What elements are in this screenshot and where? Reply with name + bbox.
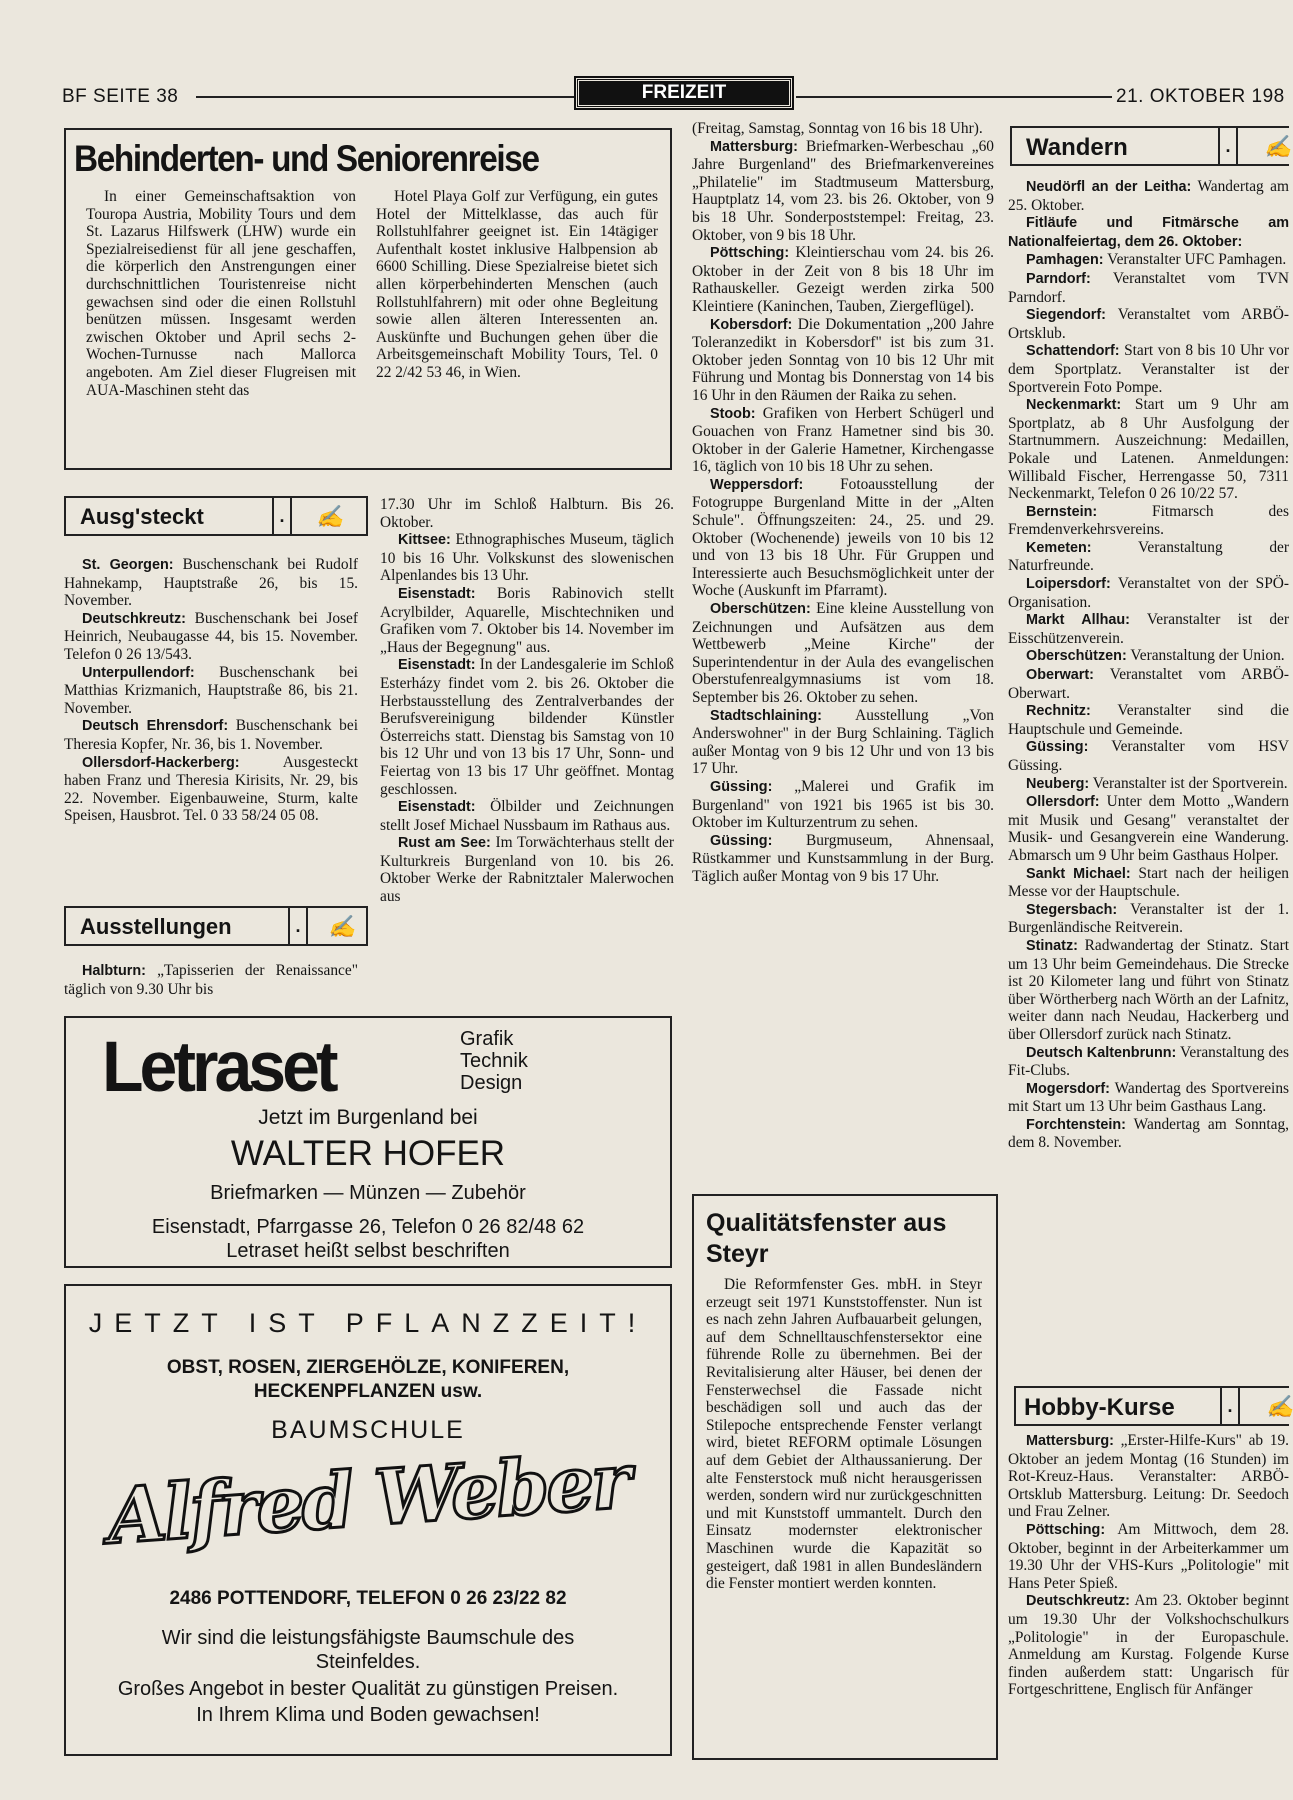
entry-place: Sankt Michael: xyxy=(1026,865,1131,882)
ausstellungen-entry xyxy=(692,778,994,832)
entry-text: Start nach der heiligen Messe vor der Hauptschule. xyxy=(1008,864,1289,901)
ausstellungen-entry xyxy=(380,531,674,585)
baumschule-ad xyxy=(64,1284,672,1756)
entry-place: Deutsch Ehrensdorf: xyxy=(82,718,229,735)
wandern-title: Wandern xyxy=(1026,134,1128,161)
ausstellungen-col1 xyxy=(64,962,358,998)
header-rule-right xyxy=(796,96,1112,98)
ausgsteckt-list xyxy=(64,556,358,825)
entry-place: Fitläufe und Fitmärsche am Nationalfeiertag, dem 26. Oktober: xyxy=(1008,215,1289,250)
ausstellungen-header xyxy=(64,906,368,946)
dot-icon: . xyxy=(288,908,308,944)
entry-text: Veranstaltung der Union. xyxy=(1130,647,1285,665)
entry-place: Ollersdorf-Hackerberg: xyxy=(82,754,240,771)
wandern-entry xyxy=(1008,647,1289,666)
entry-text: Veranstaltet vom TVN Parndorf. xyxy=(1008,269,1289,306)
ausstellungen-col2 xyxy=(380,496,674,906)
entry-text: Wandertag des Sportvereins mit Start um 13 Uhr beim Gasthaus Lang. xyxy=(1008,1079,1289,1116)
tag-design: Design xyxy=(460,1072,523,1094)
steyr-body: Die Reformfenster Ges. mbH. in Steyr erzeugt seit 1971 Kunststoffenster. Nun ist es nach zehn Jahren Aufbauarbeit gelungen, auf dem Schnelltauschfenstersektor eine führende Rolle zu übernehmen. Bei der Revitalisierung alter Häuser, bei denen der Fensterwechsel die Fassade nicht beschädigen soll und auch das der Stilepoche entsprechende Fenster verlangt wird, bietet REFORM optimale Lösungen auf dem Gebiet der Althaussanierung. Der alte Fensterstock muß nicht herausgerissen werden, sondern wird nur zurückgeschnitten und mit Kunststoff ummantelt. Durch den Einsatz modernster elektronischer Maschinen wurde die Kapazität so gesteigert, daß 1981 in allen Bundesländern die Fenster montiert werden konnten. xyxy=(706,1276,982,1593)
entry-place: Deutsch Kaltenbrunn: xyxy=(1026,1044,1177,1061)
page-number: BF SEITE 38 xyxy=(62,86,179,107)
entry-place: Güssing: xyxy=(710,832,773,849)
baumschule-logo: Alfred Weber xyxy=(104,1435,632,1562)
entry-place: Mattersburg: xyxy=(1026,1433,1114,1449)
issue-date: 21. OKTOBER 198 xyxy=(1116,86,1285,107)
ausstellungen-entry xyxy=(692,600,994,707)
entry-place: Pöttsching: xyxy=(1026,1521,1106,1538)
ausgsteckt-entry xyxy=(64,754,358,825)
entry-place: Parndorf: xyxy=(1026,270,1091,287)
baumschule-products: OBST, ROSEN, ZIERGEHÖLZE, KONIFEREN, HECKENPFLANZEN usw. xyxy=(166,1357,570,1402)
entry-text: Am Mittwoch, dem 28. Oktober, beginnt in der Arbeiterkammer um 19.30 Uhr der VHS-Kurs „Politologie" mit Hans Peter Spieß. xyxy=(1008,1520,1290,1592)
hobby-entry xyxy=(1008,1432,1289,1521)
ausstellungen-entry xyxy=(380,585,674,656)
entry-text: Veranstaltet vom ARBÖ-Ortsklub. xyxy=(1008,306,1289,342)
entry-text: Buschenschank bei Josef Heinrich, Neubaugasse 44, bis 15. November. Telefon 0 26 13/543. xyxy=(64,609,358,663)
wandern-entry xyxy=(1008,342,1289,396)
entry-place: Stegersbach: xyxy=(1026,901,1118,918)
entry-place: Deutschkreutz: xyxy=(1026,1593,1130,1610)
ausgsteckt-entry xyxy=(64,610,358,664)
entry-text: Im Torwächterhaus stellt der Kulturkreis Burgenland von 10. bis 26. Oktober Werke der Rabnitztaler Malerwochen aus xyxy=(380,834,674,906)
letraset-slogan: Letraset heißt selbst beschriften xyxy=(226,1240,510,1262)
wandern-entry xyxy=(1008,666,1289,702)
ausgsteckt-entry xyxy=(64,556,358,610)
entry-place: Kittsee: xyxy=(398,532,451,549)
ausstellungen-entry xyxy=(380,834,674,905)
entry-place: Rechnitz: xyxy=(1026,703,1091,720)
wandern-entry xyxy=(1008,1116,1289,1152)
tag-technik: Technik xyxy=(460,1050,528,1072)
entry-text: Fitmarsch des Fremdenverkehrsvereins. xyxy=(1008,502,1289,539)
ausgsteckt-entry xyxy=(64,664,358,718)
hobby-list xyxy=(1008,1432,1289,1699)
entry-text: Wandertag am Sonntag, dem 8. November. xyxy=(1008,1115,1289,1152)
entry-place: Siegendorf: xyxy=(1026,307,1106,324)
entry-place: Güssing: xyxy=(1026,739,1089,756)
entry-text: „Erster-Hilfe-Kurs" ab 19. Oktober an jedem Montag (16 Stunden) im Rot-Kreuz-Haus. Veranstalter: ARBÖ-Ortsklub Mattersburg. Leitung: Dr. Seedoch und Frau Zelner. xyxy=(1008,1432,1289,1521)
wandern-entry xyxy=(1008,775,1289,794)
entry-text: Wandertag am 25. Oktober. xyxy=(1008,178,1289,214)
letraset-logo: Letraset xyxy=(102,1027,335,1107)
letraset-line3: Briefmarken — Münzen — Zubehör xyxy=(210,1182,526,1204)
entry-place: Stinatz: xyxy=(1026,937,1078,954)
entry-place: Rust am See: xyxy=(398,835,491,852)
entry-text: 17.30 Uhr im Schloß Halbturn. Bis 26. Oktober. xyxy=(380,496,674,531)
entry-text: Radwandertag der Stinatz. Start um 13 Uhr beim Gemeindehaus. Die Strecke ist 20 Kilometer lang und führt von Stinatz über Wörtherberg nach Wörth an der Lafnitz, weiter dann nach Neudau, Hackerberg und über Ollersdorf zurück nach Stinatz. xyxy=(1008,936,1289,1043)
entry-place: Loipersdorf: xyxy=(1026,576,1111,593)
baumschule-climate: In Ihrem Klima und Boden gewachsen! xyxy=(196,1704,540,1726)
entry-text: Eine kleine Ausstellung von Zeichnungen und Aufsätzen aus dem Wettbewerb „Meine Kirche" der Superintendentur in der Aula des evangelischen Oberstufenrealgymnasiums ist vom 18. September bis 26. Oktober zu sehen. xyxy=(692,600,994,706)
ausstellungen-entry xyxy=(692,316,994,405)
entry-text: Veranstaltung der Naturfreunde. xyxy=(1008,538,1289,575)
ausstellungen-col3 xyxy=(692,120,994,886)
entry-text: Grafiken von Herbert Schügerl und Gouachen von Franz Hametner sind bis 30. Oktober in der Galerie Hametner, Kirchengasse 16, täglich von 10 bis 18 Uhr zu sehen. xyxy=(692,404,994,476)
dot-icon: . xyxy=(1220,1388,1240,1424)
ausstellungen-entry xyxy=(692,707,994,778)
entry-place: Weppersdorf: xyxy=(710,476,804,493)
entry-place: Oberschützen: xyxy=(710,601,811,618)
entry-text: Veranstalter sind die Hauptschule und Gemeinde. xyxy=(1008,702,1289,738)
ausstellungen-entry xyxy=(692,832,994,886)
entry-text: Ethnographisches Museum, täglich 10 bis 16 Uhr. Volkskunst des slowenischen Alpenlandes bis 13 Uhr. xyxy=(380,531,674,585)
wandern-entry xyxy=(1008,1080,1289,1116)
wandern-entry xyxy=(1008,178,1289,214)
senioren-col1: In einer Gemeinschaftsaktion von Touropa Austria, Mobility Tours und dem St. Lazarus Hilfswerk (LHW) wurde ein Spezialreisedienst für all jene geschaffen, die körperlich den Anstrengungen einer durchschnittlichen Touristenreise nicht gewachsen sind oder die einen Rollstuhl benützen müssen. Insgesamt werden zwischen Oktober und April sechs 2-Wochen-Turnusse nach Mallorca angeboten. Am Ziel dieser Flugreisen mit AUA-Maschinen steht das xyxy=(86,188,356,399)
entry-text: Briefmarken-Werbeschau „60 Jahre Burgenland" des Briefmarkenvereines „Philatelie" im Stadtmuseum Mattersburg, Hauptplatz 14, vom 23. bis 26. Oktober, von 9 bis 18 Uhr. Sonderpoststempel: Freitag, 23. Oktober, von 9 bis 18 Uhr. xyxy=(692,137,994,244)
senioren-article xyxy=(64,128,672,470)
entry-place: Mogersdorf: xyxy=(1026,1080,1110,1097)
entry-place: Neudörfl an der Leitha: xyxy=(1026,179,1192,195)
entry-place: Deutschkreutz: xyxy=(82,610,186,627)
entry-place: Eisenstadt: xyxy=(398,799,476,816)
ausstellungen-entry xyxy=(692,244,994,315)
wandern-entry xyxy=(1008,738,1289,774)
entry-text: Ölbilder und Zeichnungen stellt Josef Michael Nussbaum im Rathaus aus. xyxy=(380,798,674,834)
baumschule-headline: JETZT IST PFLANZZEIT! xyxy=(88,1308,648,1338)
entry-place: Neuberg: xyxy=(1026,775,1090,792)
hobby-title: Hobby-Kurse xyxy=(1024,1394,1175,1421)
entry-text: „Malerei und Grafik im Burgenland" von 1921 bis 1965 ist bis 30. Oktober im Kulturzentrum zu sehen. xyxy=(692,777,994,832)
wandern-entry xyxy=(1008,901,1289,937)
ausstellungen-entry xyxy=(380,496,674,531)
entry-place: Markt Allhau: xyxy=(1026,612,1130,629)
dot-icon: . xyxy=(272,498,292,534)
entry-place: Stadtschlaining: xyxy=(710,707,822,724)
wandern-entry xyxy=(1008,611,1289,647)
entry-text: In der Landesgalerie im Schloß Esterházy findet vom 2. bis 26. Oktober die Herbstausstellung des Zentralverbandes der Berufsvereinigung bildender Künstler Österreichs statt. Dienstag bis Samstag von 10 bis 12 Uhr und von 13 bis 17 Uhr, Sonn- und Feiertag von 13 bis 17 Uhr geöffnet. Montag geschlossen. xyxy=(380,656,674,798)
entry-text: Veranstaltet vom ARBÖ-Oberwart. xyxy=(1008,666,1289,702)
entry-text: Start um 9 Uhr am Sportplatz, ab 8 Uhr Ausfolgung der Startnummern. Auszeichnung: Medaillen, Pokale und Latenen. Anmeldungen: Willibald Fischer, Herrengasse 50, 7311 Neckenmarkt, Telefon 0 26 10/22 57. xyxy=(1008,396,1289,503)
letraset-line1: Jetzt im Burgenland bei xyxy=(258,1106,478,1129)
wandern-entry xyxy=(1008,396,1289,503)
ausstellungen-entry xyxy=(380,798,674,834)
baumschule-label: BAUMSCHULE xyxy=(271,1416,465,1444)
wandern-entry xyxy=(1008,702,1289,738)
entry-place: Kemeten: xyxy=(1026,539,1092,556)
tag-grafik: Grafik xyxy=(460,1028,514,1050)
entry-place: Bernstein: xyxy=(1026,503,1098,520)
entry-text: Burgmuseum, Ahnensaal, Rüstkammer und Kunstsammlung in der Burg. Täglich außer Montag von 9 bis 17 Uhr. xyxy=(692,831,994,885)
entry-text: Start von 8 bis 10 Uhr vor dem Sportplatz. Veranstalter ist der Sportverein Foto Pompe. xyxy=(1008,342,1289,396)
entry-text: Am 23. Oktober beginnt um 19.30 Uhr der Volkshochschulkurs „Politologie" in der Europaschule. Anmeldung am Kurstag. Folgende Kurse finden außerdem statt: Ungarisch für Fortgeschrittene, Englisch für Anfänger xyxy=(1008,1592,1290,1699)
ausgsteckt-header xyxy=(64,496,368,536)
ausgsteckt-title: Ausg'steckt xyxy=(80,504,204,529)
entry-place: Neckenmarkt: xyxy=(1026,397,1122,414)
ausstellungen-entry xyxy=(380,656,674,798)
entry-place: Schattendorf: xyxy=(1026,343,1120,360)
entry-place: Oberschützen: xyxy=(1026,648,1127,665)
entry-text: Boris Rabinovich stellt Acrylbilder, Aquarelle, Mischtechniken und Grafiken vom 7. Oktober bis 14. November im „Haus der Begegnung" aus. xyxy=(380,584,674,656)
entry-text: Ausgesteckt haben Franz und Theresia Kirisits, Nr. 29, bis 22. November. Eigenbauweine, Sturm, kalte Speisen, Hausbrot. Tel. 0 33 58/24 05 08. xyxy=(64,753,358,825)
letraset-address: Eisenstadt, Pfarrgasse 26, Telefon 0 26 82/48 62 xyxy=(151,1216,585,1238)
entry-text: Veranstalter vom HSV Güssing. xyxy=(1008,738,1289,774)
entry-text: Buschenschank bei Rudolf Hahnekamp, Hauptstraße 26, bis 15. November. xyxy=(64,556,358,610)
pen-icon: ✍ xyxy=(328,914,356,939)
ausstellungen-title: Ausstellungen xyxy=(80,914,232,939)
pen-icon: ✍ xyxy=(1264,134,1292,159)
wandern-header xyxy=(1010,126,1292,166)
letraset-tags xyxy=(460,1028,528,1094)
ausgsteckt-entry xyxy=(64,717,358,753)
entry-place: Eisenstadt: xyxy=(398,585,476,602)
entry-text: „Tapisserien der Renaissance" täglich von 9.30 Uhr bis xyxy=(64,962,358,998)
wandern-entry xyxy=(1008,539,1289,575)
ausstellungen-entry xyxy=(692,476,994,600)
section-title: FREIZEIT xyxy=(641,82,727,103)
entry-text: Buschenschank bei Theresia Kopfer, Nr. 36, bis 1. November. xyxy=(64,717,358,753)
wandern-entry xyxy=(1008,575,1289,611)
baumschule-address: 2486 POTTENDORF, TELEFON 0 26 23/22 82 xyxy=(169,1588,567,1609)
entry-text: Veranstalter ist der 1. Burgenländische Reitverein. xyxy=(1008,900,1289,937)
steyr-title: Qualitätsfenster aus Steyr xyxy=(706,1209,947,1268)
section-label xyxy=(576,78,792,108)
entry-text: Veranstalter ist der Eisschützenverein. xyxy=(1008,611,1289,647)
pen-icon: ✍ xyxy=(316,504,344,529)
baumschule-claim: Wir sind die leistungsfähigste Baumschule des Steinfeldes. xyxy=(161,1627,575,1673)
entry-place: Pöttsching: xyxy=(710,245,790,262)
entry-place: Forchtenstein: xyxy=(1026,1116,1126,1133)
ausstellungen-entry xyxy=(692,120,994,138)
entry-text: Ausstellung „Von Anderswohner" in der Burg Schlaining. Täglich außer Montag von 9 bis 12 Uhr und von 13 bis 17 Uhr. xyxy=(692,706,995,778)
entry-text: Veranstaltet von der SPÖ-Organisation. xyxy=(1008,575,1289,611)
entry-text: Veranstalter UFC Pamhagen. xyxy=(1107,251,1287,269)
baumschule-offer: Großes Angebot in bester Qualität zu günstigen Preisen. xyxy=(117,1678,619,1700)
senioren-col2: Hotel Playa Golf zur Verfügung, ein gutes Hotel der Mittelklasse, das auch für Rollstuhlfahrer geeignet ist. Ein 14tägiger Aufenthalt kostet inklusive Halbpension ab 6600 Schilling. Diese Spezialreise bietet sich allen körperbehinderten Menschen (auch Rollstuhlfahrern) mit oder ohne Begleitung sowie allen älteren Interessenten an. Auskünfte und Buchungen gehen über die Arbeitsgemeinschaft Mobility Tours, Tel. 0 22 2/42 53 46, in Wien. xyxy=(376,188,658,381)
entry-text: Fotoausstellung der Fotogruppe Burgenland Mitte in der „Alten Schule". Öffnungszeiten: 24., 25. und 29. Oktober (Wochenende) jeweils von 10 bis 12 und von 13 bis 18 Uhr. Für Gruppen und Interessierte auch Besuchsmöglichkeit unter der Woche (Auskunft im Pfarramt). xyxy=(692,475,994,600)
header-rule-left xyxy=(196,96,574,98)
entry-place: Unterpullendorf: xyxy=(82,664,195,681)
wandern-entry xyxy=(1008,251,1289,270)
entry-place: St. Georgen: xyxy=(82,557,174,573)
letraset-name: WALTER HOFER xyxy=(230,1134,506,1173)
entry-text: Veranstalter ist der Sportverein. xyxy=(1092,774,1288,792)
pen-icon: ✍ xyxy=(1266,1394,1293,1419)
letraset-ad xyxy=(64,1016,672,1268)
wandern-entry xyxy=(1008,503,1289,539)
entry-text: Kleintierschau vom 24. bis 26. Oktober in der Zeit von 8 bis 18 Uhr im Rathauskeller. Gezeigt werden zirka 500 Kleintiere (Kaninchen, Tauben, Ziergeflügel). xyxy=(692,244,994,315)
entry-place: Mattersburg: xyxy=(710,138,798,155)
senioren-title: Behinderten- und Seniorenreise xyxy=(74,138,539,179)
hobby-entry xyxy=(1008,1521,1289,1592)
dot-icon: . xyxy=(1218,128,1238,164)
entry-place: Pamhagen: xyxy=(1026,252,1104,269)
ausstellungen-entry xyxy=(692,138,994,245)
entry-place: Oberwart: xyxy=(1026,667,1094,684)
wandern-list xyxy=(1008,178,1289,1152)
wandern-entry xyxy=(1008,1044,1289,1080)
steyr-article xyxy=(692,1194,998,1760)
entry-place: Halbturn: xyxy=(82,963,146,979)
entry-place: Kobersdorf: xyxy=(710,316,793,333)
entry-text: Buschenschank bei Matthias Krizmanich, Hauptstraße 86, bis 21. November. xyxy=(64,663,358,717)
hobby-header xyxy=(1014,1386,1293,1426)
ausstellungen-entry xyxy=(64,962,358,998)
entry-place: Güssing: xyxy=(710,778,773,795)
wandern-entry xyxy=(1008,306,1289,342)
entry-text: Unter dem Motto „Wandern mit Musik und Gesang" veranstaltet der Musik- und Gesangverein eine Wanderung. Abmarsch um 9 Uhr beim Gasthaus Holper. xyxy=(1008,793,1289,864)
wandern-entry xyxy=(1008,793,1289,864)
wandern-entry xyxy=(1008,865,1289,901)
entry-text: Veranstaltung des Fit-Clubs. xyxy=(1008,1043,1289,1080)
entry-place: Ollersdorf: xyxy=(1026,794,1100,811)
ausstellungen-entry xyxy=(692,405,994,476)
wandern-entry xyxy=(1008,270,1289,306)
entry-text: (Freitag, Samstag, Sonntag von 16 bis 18 Uhr). xyxy=(692,120,983,137)
entry-place: Stoob: xyxy=(710,405,756,422)
wandern-entry xyxy=(1008,937,1289,1044)
entry-place: Eisenstadt: xyxy=(398,657,476,674)
entry-text: Die Dokumentation „200 Jahre Toleranzedikt in Kobersdorf" ist bis zum 31. Oktober jeden Sonntag von 10 bis 12 Uhr mit Führung und Montag bis Donnerstag von 14 bis 16 Uhr in den Räumen der Raika zu sehen. xyxy=(692,315,994,404)
hobby-entry xyxy=(1008,1592,1289,1699)
wandern-entry xyxy=(1008,214,1289,251)
